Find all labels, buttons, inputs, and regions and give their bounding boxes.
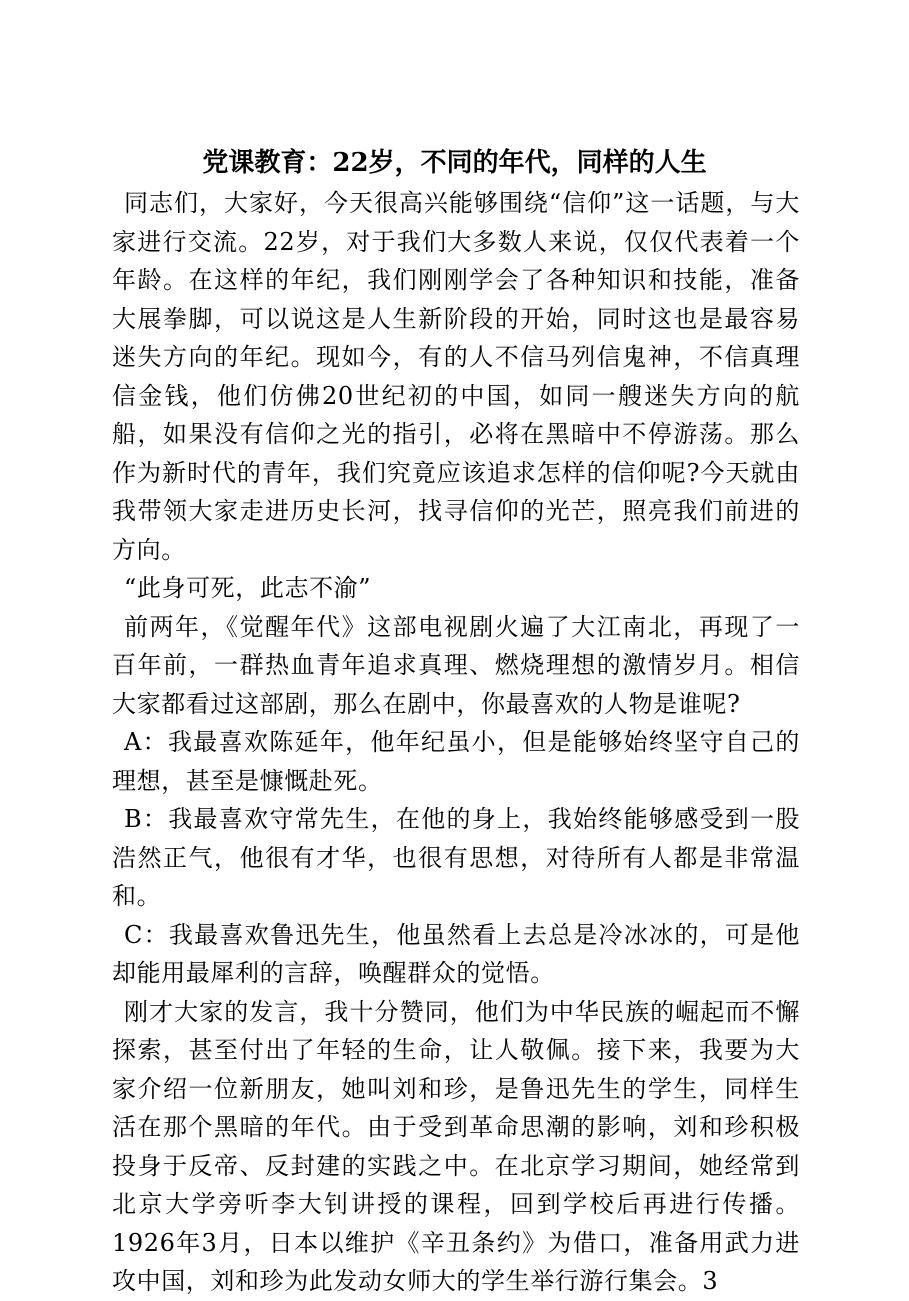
- paragraph-answer-a: A：我最喜欢陈延年，他年纪虽小，但是能够始终坚守自己的理想，甚至是慷慨赴死。: [112, 728, 800, 795]
- paragraph-intro: 同志们，大家好，今天很高兴能够围绕“信仰”这一话题，与大家进行交流。22岁，对于我们大多数人来说，仅仅代表着一个年龄。在这样的年纪，我们刚刚学会了各种知识和技能，准备大展拳脚，可以说这是人生新阶段的开始，同时这也是最容易迷失方向的年纪。现如今，有的人不信马列信鬼神，不信真理信金钱，他们仿佛20世纪初的中国，如同一艘迷失方向的航船，如果没有信仰之光的指引，必将在黑暗中不停游荡。那么作为新时代的青年，我们究竟应该追求怎样的信仰呢?今天就由我带领大家走进历史长河，找寻信仰的光芒，照亮我们前进的方向。: [112, 189, 800, 564]
- paragraph-answer-b: B：我最喜欢守常先生，在他的身上，我始终能够感受到一股浩然正气，他很有才华，也很有思想，对待所有人都是非常温和。: [112, 805, 800, 910]
- paragraph-liu-hezhen: 刚才大家的发言，我十分赞同，他们为中华民族的崛起而不懈探索，甚至付出了年轻的生命，让人敬佩。接下来，我要为大家介绍一位新朋友，她叫刘和珍，是鲁迅先生的学生，同样生活在那个黑暗的年代。由于受到革命思潮的影响，刘和珍积极投身于反帝、反封建的实践之中。在北京学习期间，她经常到北京大学旁听李大钊讲授的课程，回到学校后再进行传播。1926年3月，日本以维护《辛丑条约》为借口，准备用武力进攻中国，刘和珍为此发动女师大的学生举行游行集会。3: [112, 997, 800, 1295]
- paragraph-awakening-age: 前两年，《觉醒年代》这部电视剧火遍了大江南北，再现了一百年前，一群热血青年追求真理、燃烧理想的激情岁月。相信大家都看过这部剧，那么在剧中，你最喜欢的人物是谁呢?: [112, 612, 800, 718]
- paragraph-answer-c: C：我最喜欢鲁迅先生，他虽然看上去总是冷冰冰的，可是他却能用最犀利的言辞，唤醒群众的觉悟。: [112, 920, 800, 987]
- document-title: 党课教育：22岁，不同的年代，同样的人生: [202, 148, 707, 178]
- document-body: [112, 184, 800, 1301]
- section-heading: “此身可死，此志不渝”: [124, 574, 372, 602]
